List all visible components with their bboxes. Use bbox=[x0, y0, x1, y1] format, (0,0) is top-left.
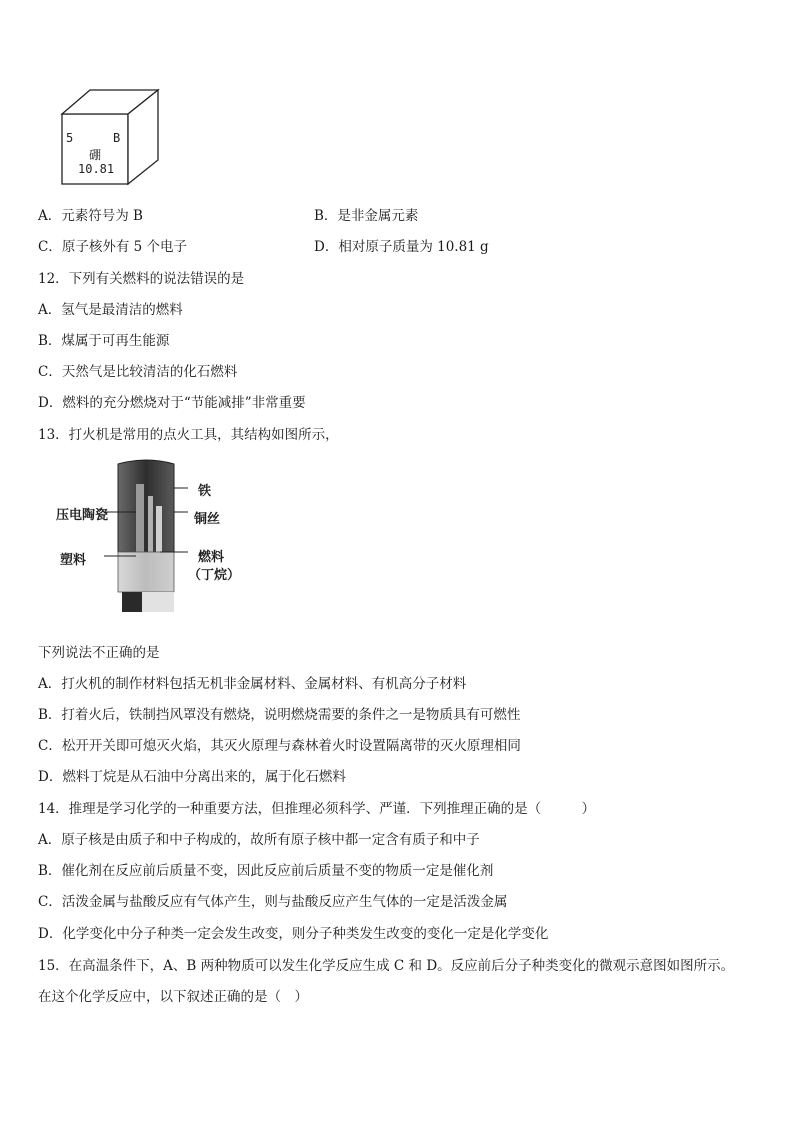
atomic-number: 5 bbox=[66, 131, 74, 145]
label-fuel: 燃料 bbox=[198, 550, 225, 565]
label-copper-wire: 铜丝 bbox=[194, 512, 221, 527]
q12-option-d: D．燃料的充分燃烧对于“节能减排”非常重要 bbox=[38, 395, 306, 411]
q13-option-c: C．松开开关即可熄灭火焰，其灭火原理与森林着火时设置隔离带的灭火原理相同 bbox=[38, 738, 521, 754]
q15-stem-continued: 在这个化学反应中，以下叙述正确的是（ ） bbox=[38, 989, 308, 1005]
q14-option-d: D．化学变化中分子种类一定会发生改变，则分子种类发生改变的变化一定是化学变化 bbox=[38, 926, 549, 942]
label-butane: （丁烷） bbox=[188, 568, 241, 583]
q12-option-a: A．氢气是最清洁的燃料 bbox=[38, 302, 183, 318]
q14-option-b: B．催化剂在反应前后质量不变，因此反应前后质量不变的物质一定是催化剂 bbox=[38, 863, 494, 879]
q12-stem: 12．下列有关燃料的说法错误的是 bbox=[38, 271, 245, 287]
q15-stem: 15．在高温条件下，A、B 两种物质可以发生化学反应生成 C 和 D。反应前后分子种类变化的微观示意图如图所示。 bbox=[38, 958, 735, 974]
q12-option-b: B．煤属于可再生能源 bbox=[38, 333, 170, 349]
label-piezo-ceramic: 压电陶瓷 bbox=[56, 508, 109, 523]
element-card-figure bbox=[56, 86, 166, 190]
q14-option-a: A．原子核是由质子和中子构成的，故所有原子核中都一定含有质子和中子 bbox=[38, 832, 480, 848]
element-name: 硼 bbox=[89, 148, 102, 162]
q14-option-c: C．活泼金属与盐酸反应有气体产生，则与盐酸反应产生气体的一定是活泼金属 bbox=[38, 894, 508, 910]
lighter-figure bbox=[56, 456, 256, 616]
q13-stem: 13．打火机是常用的点火工具，其结构如图所示， bbox=[38, 427, 339, 443]
q12-option-c: C．天然气是比较清洁的化石燃料 bbox=[38, 364, 238, 380]
q11-option-a: A．元素符号为 B bbox=[38, 208, 143, 224]
q13-option-d: D．燃料丁烷是从石油中分离出来的，属于化石燃料 bbox=[38, 769, 346, 785]
q11-option-b: B．是非金属元素 bbox=[314, 208, 419, 224]
q13-sub-stem: 下列说法不正确的是 bbox=[38, 645, 160, 661]
q13-option-a: A．打火机的制作材料包括无机非金属材料、金属材料、有机高分子材料 bbox=[38, 676, 467, 692]
label-iron: 铁 bbox=[198, 484, 212, 499]
atomic-mass: 10.81 bbox=[78, 162, 115, 176]
label-plastic: 塑料 bbox=[60, 553, 87, 568]
q11-option-c: C．原子核外有 5 个电子 bbox=[38, 239, 188, 255]
element-symbol: B bbox=[113, 131, 121, 145]
q13-option-b: B．打着火后，铁制挡风罩没有燃烧，说明燃烧需要的条件之一是物质具有可燃性 bbox=[38, 707, 521, 723]
q14-stem: 14．推理是学习化学的一种重要方法，但推理必须科学、严谨．下列推理正确的是（ ） bbox=[38, 801, 596, 817]
q11-option-d: D．相对原子质量为 10.81 g bbox=[314, 239, 489, 255]
lighter-photo bbox=[56, 456, 256, 616]
